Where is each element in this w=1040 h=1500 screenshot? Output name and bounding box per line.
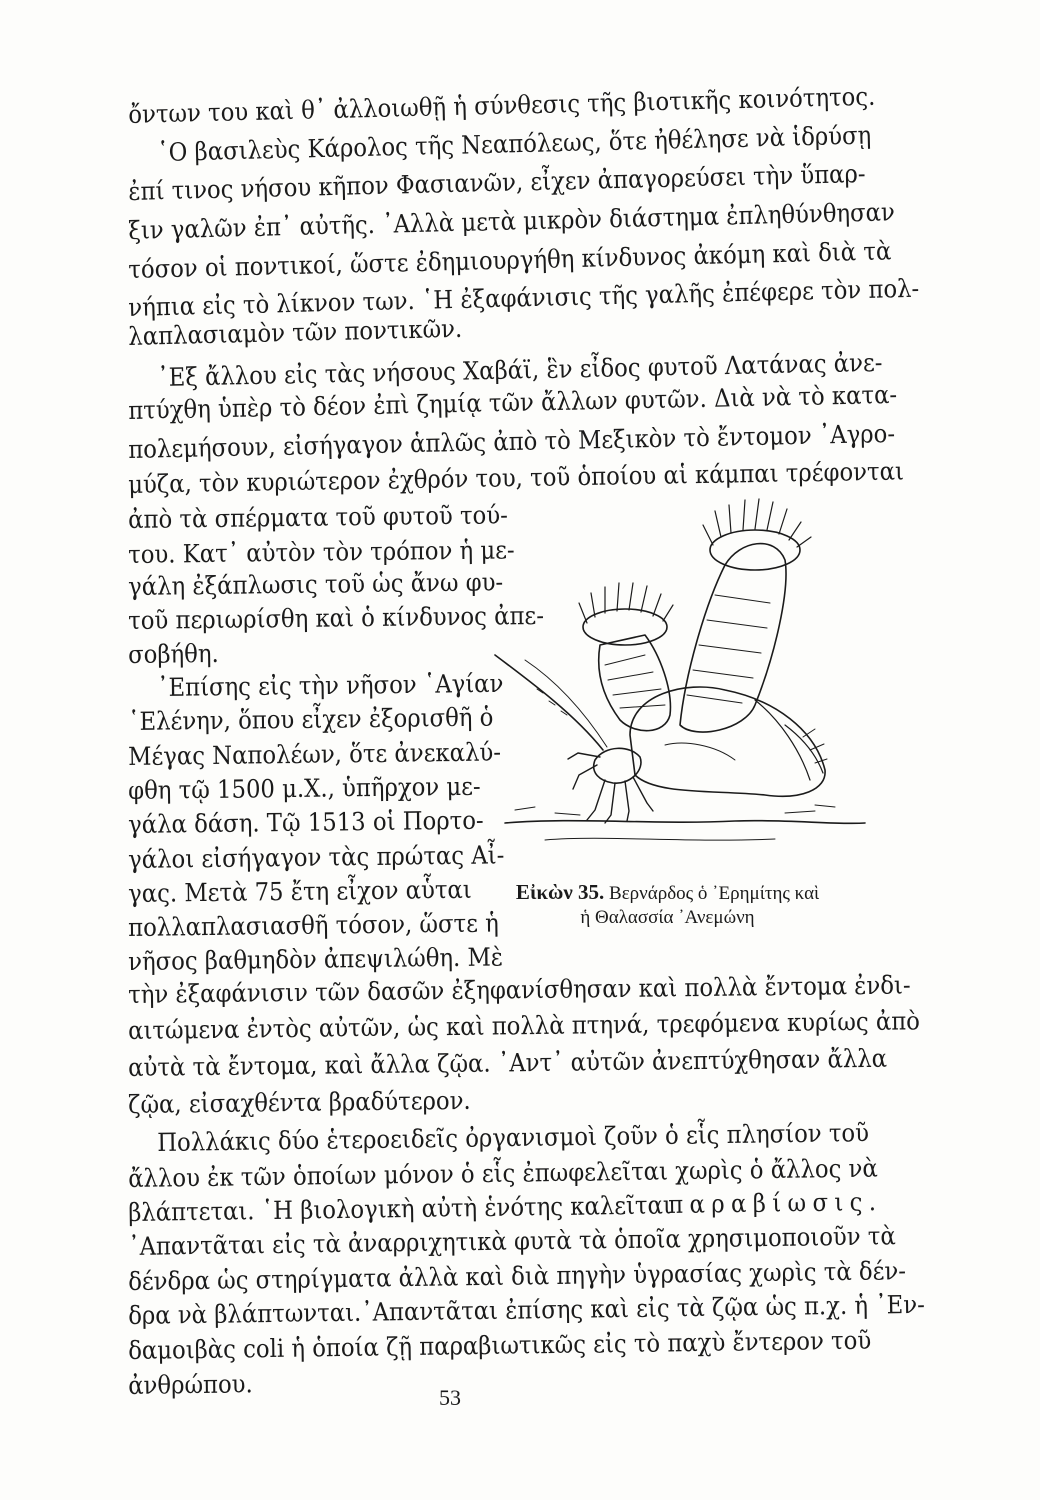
text-line: τόσον οἱ ποντικοί, ὥστε ἐδημιουργήθη κίνδυνος ἀκόμη καὶ διὰ τὰ xyxy=(128,236,892,284)
text-line: ζῷα, εἰσαχθέντα βραδύτερον. xyxy=(128,1085,471,1119)
text-line: ἀπὸ τὰ σπέρματα τοῦ φυτοῦ τού- xyxy=(128,500,508,534)
text-line: λαπλασιαμὸν τῶν ποντικῶν. xyxy=(128,313,463,351)
text-line: του. Κατ᾽ αὐτὸν τὸν τρόπον ἡ με- xyxy=(128,535,515,569)
text-line: νῆσος βαθμηδὸν ἀπεψιλώθη. Μὲ xyxy=(128,942,504,976)
caption-title: Βερνάρδος ὁ ᾽Ερημίτης καὶ xyxy=(609,883,820,904)
caption-subtitle: ἡ Θαλασσία ᾽Ανεμώνη xyxy=(580,907,755,928)
figure-label: Εἰκὼν 35. xyxy=(515,880,605,904)
text-line: ᾽Επίσης εἰς τὴν νῆσον ῾Αγίαν xyxy=(157,668,504,702)
text-line: ξιν γαλῶν ἐπ᾽ αὐτῆς. ᾽Αλλὰ μετὰ μικρὸν διάστημα ἐπληθύνθησαν xyxy=(128,197,896,245)
text-line: δένδρα ὡς στηρίγματα ἀλλὰ καὶ διὰ πηγὴν ὑγρασίας χωρὶς τὰ δέν- xyxy=(128,1256,907,1296)
illustration-drawing xyxy=(455,495,880,865)
text-line: Πολλάκις δύο ἑτεροειδεῖς ὀργανισμοὶ ζοῦν ὁ εἷς πλησίον τοῦ xyxy=(157,1118,870,1157)
text-line: ᾽Απαντᾶται εἰς τὰ ἀναρριχητικὰ φυτὰ τὰ ὁποῖα χρησιμοποιοῦν τὰ xyxy=(128,1221,896,1261)
figure-caption xyxy=(455,880,880,930)
text-line: αὐτὰ τὰ ἔντομα, καὶ ἄλλα ζῷα. ᾽Αντ᾽ αὐτῶν ἀνεπτύχθησαν ἄλλα xyxy=(128,1043,888,1082)
text-line: δαμοιβὰς coli ἡ ὁποία ζῇ παραβιωτικῶς εἰς τὸ παχὺ ἔντερον τοῦ xyxy=(128,1325,872,1365)
text-line: πολεμήσουν, εἰσήγαγον ἁπλῶς ἀπὸ τὸ Μεξικὸν τὸ ἔντομον ᾽Αγρο- xyxy=(128,418,896,464)
text-line: πολλαπλασιασθῆ τόσον, ὥστε ἡ xyxy=(128,908,499,942)
term-parabiosis: παραβίωσις. xyxy=(668,1187,883,1219)
text-line: τοῦ περιωρίσθη καὶ ὁ κίνδυνος ἀπε- xyxy=(128,600,545,635)
text-line: τὴν ἐξαφάνισιν τῶν δασῶν ἐξηφανίσθησαν καὶ πολλὰ ἔντομα ἐνδι- xyxy=(128,970,911,1009)
text-line: ὄντων του καὶ θ᾽ ἀλλοιωθῇ ἡ σύνθεσις τῆς βιοτικῆς κοινότητος. xyxy=(128,81,876,129)
text-line: σοβήθη. xyxy=(128,638,219,669)
text-line: μύζα, τὸν κυριώτερον ἐχθρόν του, τοῦ ὁποίου αἱ κάμπαι τρέφονται xyxy=(128,456,905,499)
text-line: ἄλλου ἐκ τῶν ὁποίων μόνον ὁ εἷς ἐπωφελεῖται χωρὶς ὁ ἄλλος νὰ xyxy=(128,1153,878,1193)
text-line: ᾽Εξ ἄλλου εἰς τὰς νήσους Χαβάϊ, ἓν εἶδος φυτοῦ Λατάνας ἀνε- xyxy=(157,347,883,392)
text-line: πτύχθη ὑπὲρ τὸ δέον ἐπὶ ζημίᾳ τῶν ἄλλων φυτῶν. Διὰ νὰ τὸ κατα- xyxy=(128,379,898,425)
text-line: γάλα δάση. Τῷ 1513 οἱ Πορτο- xyxy=(128,805,484,839)
text-line: δρα νὰ βλάπτωνται.᾽Απαντᾶται ἐπίσης καὶ εἰς τὰ ζῷα ὡς π.χ. ἡ ᾽Εν- xyxy=(128,1289,925,1330)
text-line: βλάπτεται. ῾Η βιολογικὴ αὐτὴ ἑνότης καλεῖται xyxy=(128,1190,673,1227)
hermit-crab-anemone-illustration xyxy=(455,495,880,865)
page-number: 53 xyxy=(439,1385,461,1410)
text-line: γας. Μετὰ 75 ἔτη εἶχον αὗται xyxy=(128,874,472,908)
text-line: γάλη ἐξάπλωσις τοῦ ὡς ἄνω φυ- xyxy=(128,567,504,601)
caption-line xyxy=(455,880,880,906)
text-line: αιτώμενα ἐντὸς αὐτῶν, ὡς καὶ πολλὰ πτηνά, τρεφόμενα κυρίως ἀπὸ xyxy=(128,1006,921,1045)
text-line: ἀνθρώπου. xyxy=(128,1369,253,1400)
text-line: ἐπί τινος νήσου κῆπον Φασιανῶν, εἶχεν ἀπαγορεύσει τὴν ὕπαρ- xyxy=(128,158,866,206)
text-line: φθη τῷ 1500 μ.Χ., ὑπῆρχον με- xyxy=(128,771,481,805)
text-line: νήπια εἰς τὸ λίκνον των. ῾Η ἐξαφάνισις τῆς γαλῆς ἐπέφερε τὸν πολ- xyxy=(128,273,920,322)
text-line: γάλοι εἰσήγαγον τὰς πρώτας Αἶ- xyxy=(128,840,505,874)
text-line: ῾Ο βασιλεὺς Κάρολος τῆς Νεαπόλεως, ὅτε ἠθέλησε νὰ ἱδρύσῃ xyxy=(157,120,872,167)
text-line: ῾Ελένην, ὅπου εἶχεν ἐξορισθῆ ὁ xyxy=(128,702,494,736)
text-line: Μέγας Ναπολέων, ὅτε ἀνεκαλύ- xyxy=(128,737,502,771)
